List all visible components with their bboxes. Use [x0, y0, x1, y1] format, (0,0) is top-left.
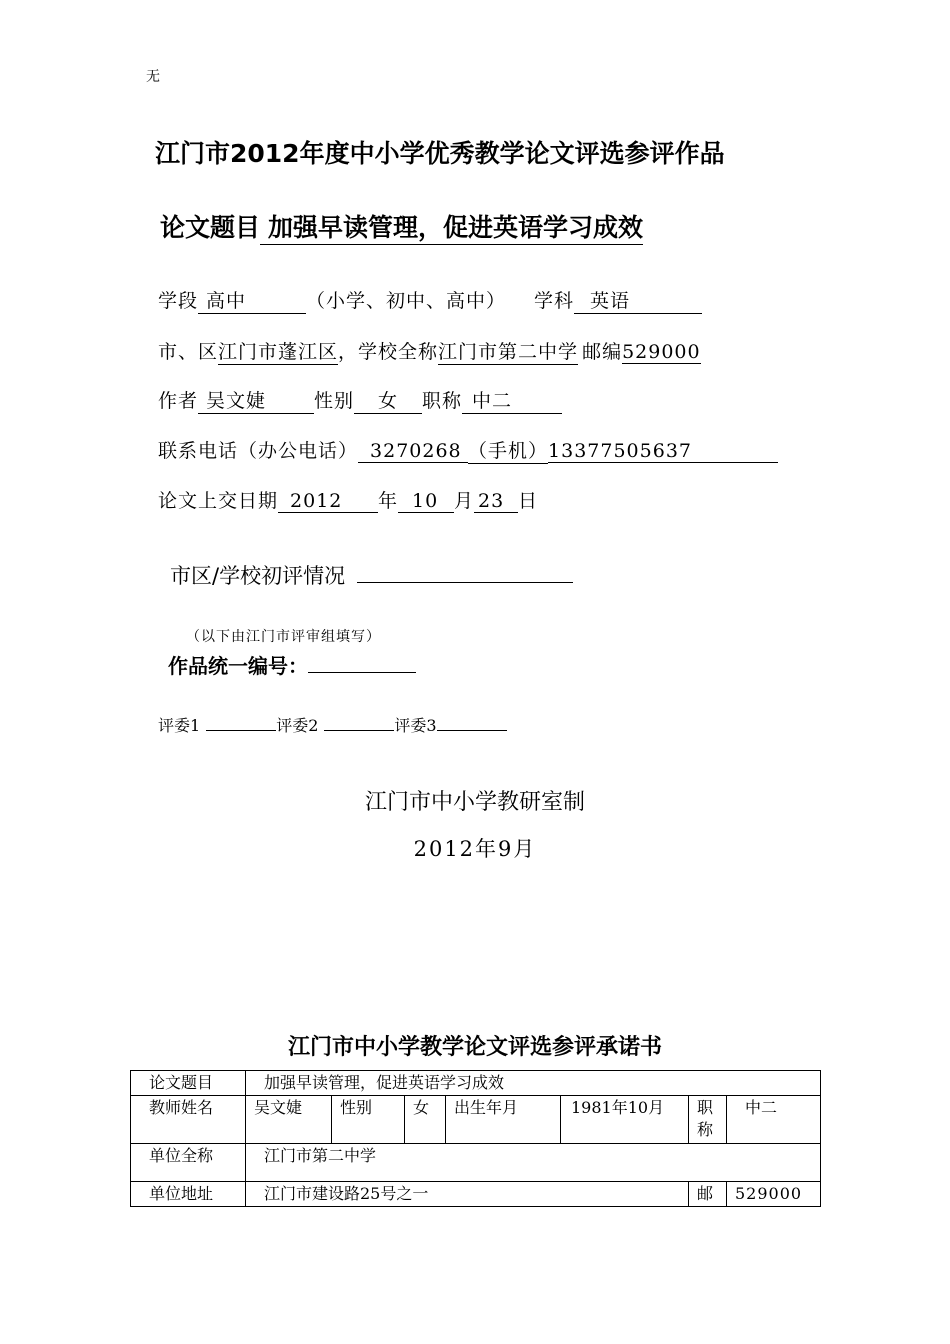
gender-value: 女	[354, 386, 422, 414]
judge-3-label: 评委3	[394, 716, 437, 735]
main-title: 江门市2012年度中小学优秀教学论文评选参评作品	[155, 139, 725, 168]
thesis-title: 加强早读管理，促进英语学习成效	[260, 208, 643, 245]
unit-value-cell: 江门市第二中学	[246, 1144, 821, 1182]
stage-label: 学段	[158, 290, 199, 312]
unified-number-blank[interactable]	[308, 654, 416, 673]
table-row	[131, 1071, 821, 1096]
topic-value-cell: 加强早读管理，促进英语学习成效	[246, 1071, 821, 1096]
school-label: ，学校全称	[338, 341, 439, 363]
phone-line	[158, 436, 778, 464]
zip-value-cell: 529000	[727, 1182, 821, 1207]
stage-hint: （小学、初中、高中）	[306, 290, 507, 312]
phone-office: 3270268	[358, 440, 468, 463]
topic-label-cell: 论文题目	[131, 1071, 246, 1096]
month-unit: 月	[454, 490, 475, 512]
phone-label: 联系电话（办公电话）	[158, 440, 359, 462]
unified-number-line	[168, 650, 416, 679]
district-value: 江门市蓬江区	[218, 337, 338, 365]
addr-value-cell: 江门市建设路25号之一	[246, 1182, 689, 1207]
day-value: 23	[474, 490, 518, 513]
author-line	[158, 386, 562, 414]
issuer: 江门市中小学教研室制	[364, 790, 585, 815]
author-label: 作者	[158, 390, 199, 412]
zip-label: 邮编	[582, 341, 623, 363]
title-label-cell: 职称	[689, 1096, 727, 1144]
author-value: 吴文婕	[198, 386, 314, 414]
pledge-title: 江门市中小学教学论文评选参评承诺书	[287, 1035, 662, 1060]
unified-number-label: 作品统一编号：	[168, 654, 308, 678]
thesis-topic-line	[160, 208, 643, 245]
district-school-line	[158, 337, 701, 365]
corner-mark: 无	[146, 69, 160, 85]
school-value: 江门市第二中学	[438, 337, 578, 365]
birth-value-cell: 1981年10月	[561, 1096, 689, 1144]
subject-label: 学科	[534, 290, 575, 312]
judge-2-label: 评委2	[276, 716, 319, 735]
preliminary-label: 市区/学校初评情况	[170, 564, 346, 588]
title-value-cell: 中二	[727, 1096, 821, 1144]
unit-label-cell: 单位全称	[131, 1144, 246, 1182]
district-label: 市、区	[158, 341, 219, 363]
zip-label-cell: 邮	[689, 1182, 727, 1207]
submit-date-line	[158, 486, 538, 513]
zip-value: 529000	[622, 341, 701, 363]
preliminary-review-line	[170, 560, 573, 590]
preliminary-blank[interactable]	[357, 562, 573, 583]
judges-line	[158, 713, 507, 736]
pledge-table	[130, 1070, 821, 1207]
judge-1-blank[interactable]	[206, 716, 276, 731]
stage-subject-line	[158, 286, 702, 314]
phone-mobile: 13377505637	[548, 440, 778, 463]
year-unit: 年	[378, 490, 399, 512]
mobile-label: （手机）	[468, 436, 548, 464]
table-row	[131, 1182, 821, 1207]
name-label-cell: 教师姓名	[131, 1096, 246, 1144]
title-label: 职称	[422, 390, 463, 412]
subject-value: 英语	[574, 286, 702, 314]
day-unit: 日	[518, 490, 539, 512]
submit-label: 论文上交日期	[158, 490, 279, 512]
birth-label-cell: 出生年月	[446, 1096, 561, 1144]
judge-3-blank[interactable]	[437, 716, 507, 731]
title-value: 中二	[462, 386, 562, 414]
reviewer-note: （以下由江门市评审组填写）	[186, 629, 381, 645]
table-row	[131, 1144, 821, 1182]
judge-1-label: 评委1	[158, 716, 201, 735]
table-row	[131, 1096, 821, 1144]
thesis-label: 论文题目	[160, 213, 261, 242]
issue-date: 2012年9月	[413, 837, 537, 861]
judge-2-blank[interactable]	[324, 716, 394, 731]
year-value: 2012	[278, 490, 378, 513]
stage-value: 高中	[198, 286, 306, 314]
name-value-cell: 吴文婕	[246, 1096, 332, 1144]
gender-value-cell: 女	[405, 1096, 446, 1144]
addr-label-cell: 单位地址	[131, 1182, 246, 1207]
gender-label: 性别	[314, 390, 355, 412]
gender-label-cell: 性别	[332, 1096, 405, 1144]
month-value: 10	[398, 490, 454, 513]
